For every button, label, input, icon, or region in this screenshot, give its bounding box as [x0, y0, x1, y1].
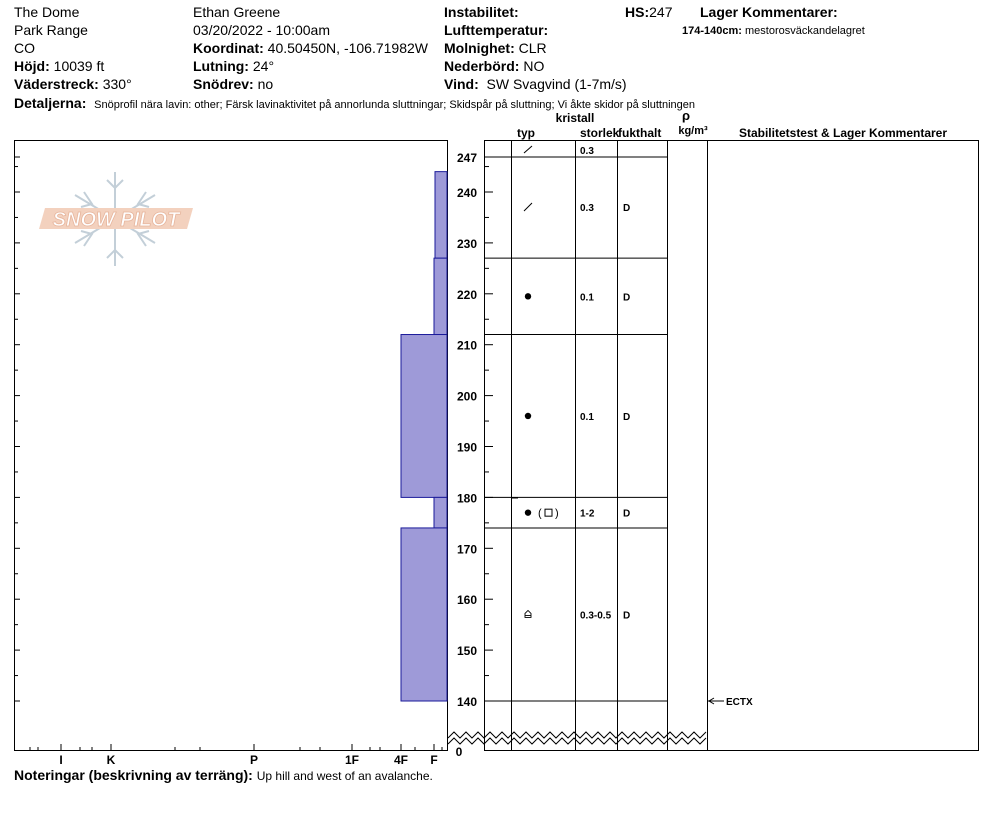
depth-tick-label: 230	[456, 236, 478, 251]
details: Detaljerna: Snöprofil nära lavin: other; Färsk lavinaktivitet på annorlunda sluttningar; Skidspår på sluttning; Vi åkte skidor på sluttningen	[14, 95, 695, 111]
grain-size: 1-2	[580, 508, 595, 520]
depth-tick-label: 160	[456, 593, 478, 608]
stability-test-label: ECTX	[726, 697, 753, 708]
grain-decomposing-icon	[524, 146, 532, 153]
hardness-tick-label: P	[249, 753, 259, 767]
grain-size: 0.3	[580, 146, 594, 157]
col-typ: typ	[517, 126, 535, 140]
col-density-unit: kg/m³	[678, 125, 708, 137]
moisture: D	[623, 411, 631, 423]
moisture: D	[623, 508, 631, 520]
hardness-bar	[401, 528, 447, 701]
hardness-tick-label: 1F	[344, 753, 360, 767]
state-name: CO	[14, 40, 35, 56]
svg-text:SNOW PILOT: SNOW PILOT	[52, 209, 180, 231]
observation-datetime: 03/20/2022 - 10:00am	[193, 22, 330, 38]
col-stability: Stabilitetstest & Lager Kommentarer	[738, 126, 948, 140]
stability-tests	[708, 697, 753, 708]
depth-tick-label: 170	[456, 542, 478, 557]
col-kristall: kristall	[555, 111, 595, 125]
moisture: D	[623, 610, 631, 622]
layer-comments-title: Lager Kommentarer:	[700, 4, 838, 20]
layer-comment: 174-140cm: mestorosväckandelagret	[682, 25, 865, 37]
layer-table-frame	[485, 141, 708, 751]
hardness-bar	[401, 335, 447, 498]
hardness-tick-label: K	[106, 753, 116, 767]
sky-cover: Molnighet: CLR	[444, 40, 547, 56]
grain-size: 0.1	[580, 411, 594, 423]
depth-tick-label: 240	[456, 186, 478, 200]
grain-depth-hoar-icon	[525, 610, 531, 617]
air-temperature: Lufttemperatur:	[444, 22, 549, 38]
aspect: Väderstreck: 330°	[14, 76, 132, 92]
depth-tick-label: 210	[456, 338, 478, 353]
snow-height: HS:247	[625, 4, 673, 20]
location-name: The Dome	[14, 4, 80, 20]
wind-drift: Snödrev: no	[193, 76, 274, 92]
precipitation: Nederbörd: NO	[444, 58, 545, 74]
col-rho: ρ	[681, 108, 691, 123]
depth-zero-label: 0	[455, 745, 463, 759]
depth-tick-label: 150	[456, 644, 478, 659]
coordinates: Koordinat: 40.50450N, -106.71982W	[193, 40, 428, 56]
col-storlek: storlek	[580, 126, 620, 140]
depth-tick-label: 247	[456, 151, 478, 165]
observer-name: Ethan Greene	[193, 4, 281, 20]
hardness-bars	[401, 172, 447, 701]
moisture: D	[623, 203, 631, 214]
instability: Instabilitet:	[444, 4, 519, 20]
elevation: Höjd: 10039 ft	[14, 58, 105, 74]
moisture: D	[623, 292, 631, 304]
hardness-tick-label: I	[59, 753, 63, 767]
grain-size: 0.3	[580, 203, 594, 214]
depth-tick-label: 180	[456, 491, 478, 506]
range-name: Park Range	[14, 22, 88, 38]
hardness-bar	[435, 172, 447, 259]
hardness-tick-label: 4F	[393, 753, 409, 767]
slope-angle: Lutning: 24°	[193, 58, 275, 74]
grain-faceted-icon	[545, 509, 552, 516]
depth-tick-label: 140	[456, 695, 478, 709]
terrain-notes: Noteringar (beskrivning av terräng): Up hill and west of an avalanche.	[14, 767, 433, 783]
grain-rounded-icon	[525, 293, 531, 299]
snowpilot-logo	[39, 172, 193, 266]
grain-decomposing-icon	[524, 203, 532, 211]
grain-rounded-icon	[525, 509, 531, 515]
grain-size: 0.1	[580, 292, 594, 304]
hardness-axis	[30, 744, 442, 767]
hardness-bar	[434, 497, 447, 528]
depth-tick-label: 200	[456, 389, 478, 404]
grain-paren-open: (	[538, 507, 542, 520]
col-fukthalt: fukthalt	[618, 126, 662, 140]
stability-frame	[708, 141, 979, 751]
wind: Vind: SW Svagvind (1-7m/s)	[444, 76, 627, 92]
hardness-plot-frame	[15, 141, 448, 751]
depth-tick-label: 220	[456, 287, 478, 302]
hardness-tick-label: F	[430, 753, 438, 767]
hardness-bar	[434, 258, 447, 334]
grain-paren-close: )	[555, 507, 559, 520]
grain-size: 0.3-0.5	[580, 610, 612, 622]
grain-rounded-icon	[525, 413, 531, 419]
depth-tick-label: 190	[456, 440, 478, 455]
